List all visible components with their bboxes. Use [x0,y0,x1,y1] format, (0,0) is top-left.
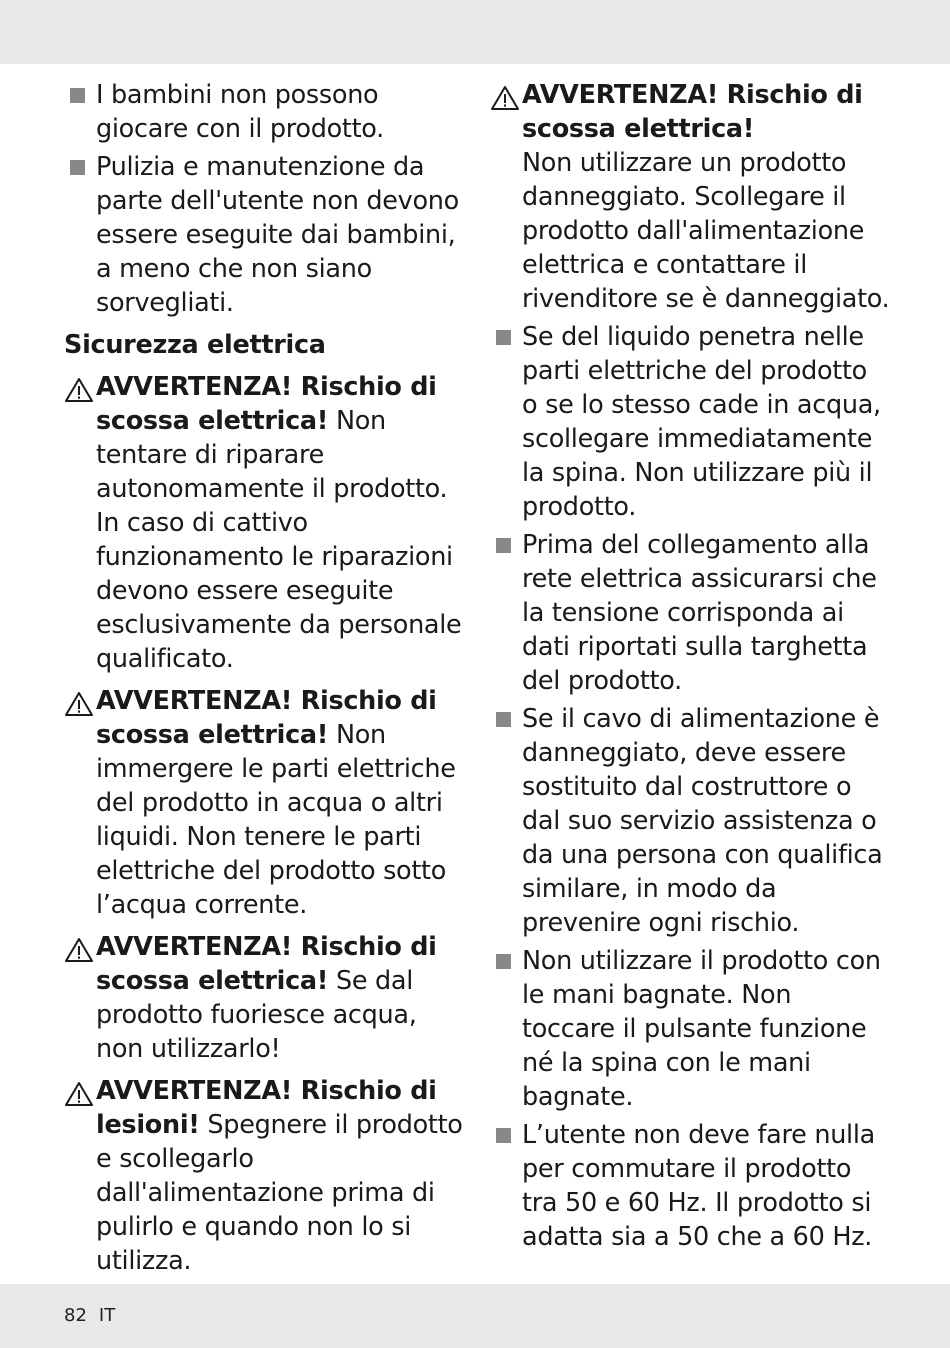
list-item: Pulizia e manutenzione da parte dell'utente non devono essere eseguite dai bambini, a meno che non siano sorvegliati. [64,150,464,320]
page-number: 82 [64,1305,87,1326]
warning-triangle-icon [64,1081,94,1107]
warning-item: AVVERTENZA! Rischio di lesioni! Spegnere il prodotto e scollegarlo dall'alimentazione prima di pulirlo e quando non lo si utilizza. [64,1074,464,1278]
list-item: Se il cavo di alimentazione è danneggiato, deve essere sostituito dal costruttore o dal suo servizio assistenza o da una persona con qualifica similare, in modo da prevenire ogni rischio. [490,702,890,940]
warning-triangle-icon [64,377,94,403]
list-item: L’utente non deve fare nulla per commutare il prodotto tra 50 e 60 Hz. Il prodotto si adatta sia a 50 che a 60 Hz. [490,1118,890,1254]
language-code: IT [98,1305,116,1326]
list-item: Se del liquido penetra nelle parti elettriche del prodotto o se lo stesso cade in acqua, scollegare immediatamente la spina. Non utilizzare più il prodotto. [490,320,890,524]
page-footer-band [0,1284,950,1348]
warning-triangle-icon [490,85,520,111]
warning-item: AVVERTENZA! Rischio di scossa elettrica! Non immergere le parti elettriche del prodotto in acqua o altri liquidi. Non tenere le parti elettriche del prodotto sotto l’acqua corrente. [64,684,464,922]
warning-triangle-icon [64,937,94,963]
warning-item: AVVERTENZA! Rischio di scossa elettrica! Non tentare di riparare autonomamente il prodotto. In caso di cattivo funzionamento le riparazioni devono essere eseguite esclusivamente da personale qualificato. [64,370,464,676]
page-header-band [0,0,950,64]
list-item: I bambini non possono giocare con il prodotto. [64,78,464,146]
warning-triangle-icon [64,691,94,717]
warning-item: AVVERTENZA! Rischio di scossa elettrica! Se dal prodotto fuoriesce acqua, non utilizzarlo! [64,930,464,1066]
page-footer [64,1305,127,1326]
left-column [64,78,464,1282]
list-item: Prima del collegamento alla rete elettrica assicurarsi che la tensione corrisponda ai dati riportati sulla targhetta del prodotto. [490,528,890,698]
warning-item: AVVERTENZA! Rischio di scossa elettrica! Non utilizzare un prodotto danneggiato. Scollegare il prodotto dall'alimentazione elettrica e contattare il rivenditore se è danneggiato. [490,78,890,316]
right-column [490,78,890,1258]
section-heading: Sicurezza elettrica [64,330,326,360]
list-item: Non utilizzare il prodotto con le mani bagnate. Non toccare il pulsante funzione né la spina con le mani bagnate. [490,944,890,1114]
